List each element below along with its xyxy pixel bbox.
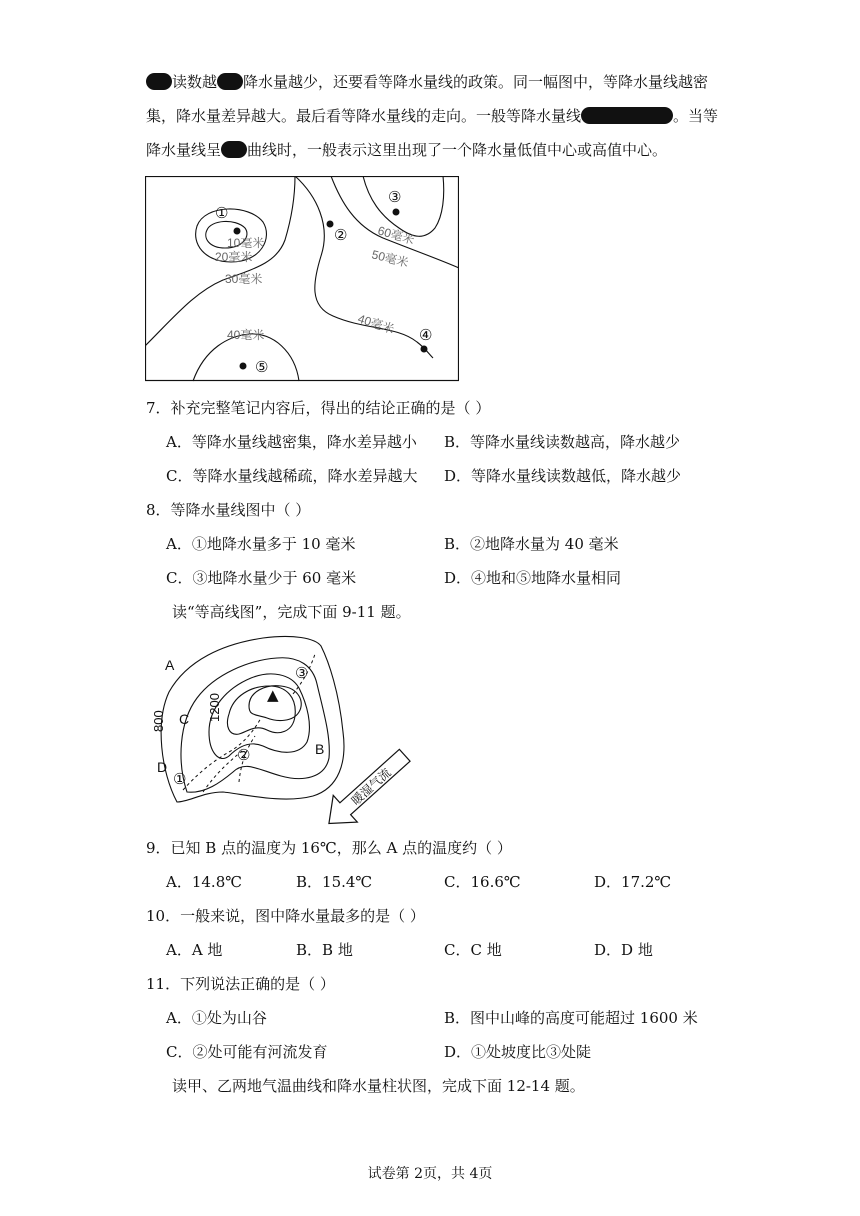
q9-option-a: A．14.8℃ bbox=[166, 873, 243, 891]
q11-option-d: D．①处坡度比③处陡 bbox=[444, 1043, 592, 1061]
point-1-dot bbox=[234, 228, 241, 235]
q10-option-b: B．B 地 bbox=[296, 941, 353, 959]
q8-option-c: C．③地降水量少于 60 毫米 bbox=[166, 569, 357, 587]
q11-option-c: C．②处可能有河流发育 bbox=[166, 1043, 328, 1061]
point-1-label: ① bbox=[173, 770, 187, 788]
page-footer: 试卷第 2页，共 4页 bbox=[367, 1166, 493, 1182]
isoline-60 bbox=[363, 176, 444, 236]
q9-stem: 9．已知 B 点的温度为 16℃，那么 A 点的温度约（ ） bbox=[146, 839, 512, 857]
label-C: C bbox=[179, 711, 190, 727]
isoline-40-upper bbox=[295, 176, 433, 358]
airflow-label: 暖湿气流 bbox=[348, 765, 394, 809]
point-3-dot bbox=[393, 209, 400, 216]
peak-icon: ▲ bbox=[267, 686, 279, 704]
point-5-dot bbox=[240, 363, 247, 370]
isoline-label: 40毫米 bbox=[227, 328, 265, 342]
isoline-label: 60毫米 bbox=[376, 223, 416, 248]
point-5-label: ⑤ bbox=[255, 358, 269, 376]
redaction-blot bbox=[221, 141, 247, 158]
point-3-label: ③ bbox=[388, 188, 402, 206]
isoline-label: 30毫米 bbox=[225, 272, 263, 286]
notes-line-2: 集，降水量差异越大。最后看等降水量线的走向。一般等降水量线 。当等 bbox=[146, 107, 719, 125]
isoline-label: 20毫米 bbox=[215, 250, 253, 264]
q11-stem: 11．下列说法正确的是（ ） bbox=[146, 975, 335, 993]
q7-option-b: B．等降水量线读数越高，降水越少 bbox=[444, 433, 681, 451]
q10-stem: 10．一般来说，图中降水量最多的是（ ） bbox=[146, 907, 425, 925]
point-1-label: ① bbox=[215, 204, 229, 222]
notes-line-1: 读数越 降水量越少，还要看等降水量线的政策。同一幅图中，等降水量线越密 bbox=[146, 72, 708, 92]
point-2-dot bbox=[327, 221, 334, 228]
q7-option-d: D．等降水量线读数越低，降水越少 bbox=[444, 467, 682, 485]
point-2-label: ② bbox=[237, 746, 251, 764]
q7-stem: 7．补充完整笔记内容后，得出的结论正确的是（ ） bbox=[146, 399, 491, 417]
isoline-label: 50毫米 bbox=[370, 247, 410, 270]
q10-option-d: D．D 地 bbox=[594, 941, 653, 959]
point-3-label: ③ bbox=[295, 664, 309, 682]
q9-option-b: B．15.4℃ bbox=[296, 873, 373, 891]
redaction-blot bbox=[146, 73, 172, 90]
intro-9-11: 读“等高线图”，完成下面 9-11 题。 bbox=[172, 603, 411, 621]
notes-line-3: 降水量线呈 曲线时，一般表示这里出现了一个降水量低值中心或高值中心。 bbox=[146, 141, 668, 159]
redaction-blot bbox=[581, 107, 673, 124]
q8-stem: 8．等降水量线图中（ ） bbox=[146, 501, 311, 519]
contour-fourth bbox=[227, 686, 295, 734]
q7-option-c: C．等降水量线越稀疏，降水差异越大 bbox=[166, 467, 418, 485]
isoline-label: 10毫米 bbox=[227, 236, 265, 250]
q8-option-a: A．①地降水量多于 10 毫米 bbox=[166, 535, 356, 553]
redaction-blot bbox=[217, 73, 243, 90]
point-4-label: ④ bbox=[419, 326, 433, 344]
q11-option-a: A．①处为山谷 bbox=[166, 1009, 267, 1027]
intro-12-14: 读甲、乙两地气温曲线和降水量柱状图，完成下面 12-14 题。 bbox=[172, 1077, 585, 1095]
contour-map bbox=[143, 632, 443, 828]
q11-option-b: B．图中山峰的高度可能超过 1600 米 bbox=[444, 1009, 698, 1027]
isoline-label: 40毫米 bbox=[356, 311, 396, 337]
q7-option-a: A．等降水量线越密集，降水差异越小 bbox=[166, 433, 417, 451]
q9-option-c: C．16.6℃ bbox=[444, 873, 521, 891]
q8-option-b: B．②地降水量为 40 毫米 bbox=[444, 535, 619, 553]
q9-option-d: D．17.2℃ bbox=[594, 873, 672, 891]
q8-option-d: D．④地和⑤地降水量相同 bbox=[444, 569, 622, 587]
label-D: D bbox=[157, 759, 168, 775]
point-2-label: ② bbox=[334, 226, 348, 244]
label-A: A bbox=[165, 657, 175, 673]
label-B: B bbox=[315, 741, 325, 757]
map-frame bbox=[146, 177, 459, 381]
q10-option-c: C．C 地 bbox=[444, 941, 502, 959]
point-4-dot bbox=[421, 346, 428, 353]
isohyet-map bbox=[145, 176, 459, 382]
q10-option-a: A．A 地 bbox=[166, 941, 223, 959]
label-1200: 1200 bbox=[207, 693, 222, 722]
label-800: 800 bbox=[151, 710, 166, 732]
